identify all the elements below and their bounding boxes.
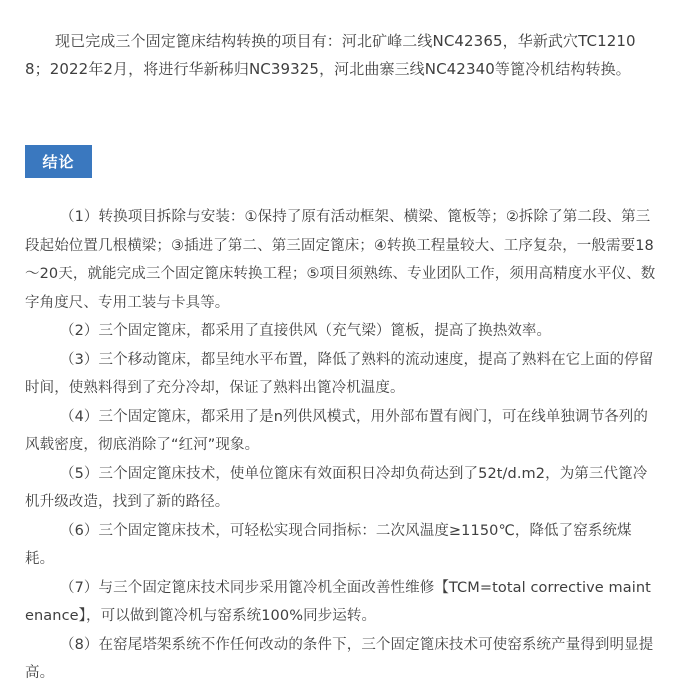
conclusion-item-5: （5）三个固定篦床技术，使单位篦床有效面积日冷却负荷达到了52t/d.m2，为第三代篦冷机升级改造，找到了新的路径。 [25,465,648,510]
conclusion-item-8: （8）在窑尾塔架系统不作任何改动的条件下，三个固定篦床技术可使窑系统产量得到明显提高。 [25,636,654,681]
conclusion-item-4: （4）三个固定篦床，都采用了是n列供风模式，用外部布置有阀门，可在线单独调节各列的风载密度，彻底消除了“红河”现象。 [25,408,649,453]
conclusion-item-2: （2）三个固定篦床，都采用了直接供风（充气梁）篦板，提高了换热效率。 [60,323,552,339]
conclusion-item-3: （3）三个移动篦床，都呈纯水平布置，降低了熟料的流动速度，提高了熟料在它上面的停留时间，使熟料得到了充分冷却，保证了熟料出篦冷机温度。 [25,351,654,396]
section-heading-box [25,145,92,178]
section-heading: 结论 [42,153,75,171]
conclusion-list [25,203,659,688]
intro-paragraph: 现已完成三个固定篦床结构转换的项目有：河北矿峰二线NC42365，华新武穴TC12108；2022年2月，将进行华新秭归NC39325，河北曲寨三线NC42340等篦冷机结构转换。 [25,32,636,78]
conclusion-item-1: （1）转换项目拆除与安装：①保持了原有活动框架、横梁、篦板等；②拆除了第二段、第三段起始位置几根横梁；③插进了第二、第三固定篦床；④转换工程量较大、工序复杂，一般需要18～20天，就能完成三个固定篦床转换工程；⑤项目须熟练、专业团队工作，须用高精度水平仪、数字角度尺、专用工装与卡具等。 [25,209,656,311]
conclusion-item-7: （7）与三个固定篦床技术同步采用篦冷机全面改善性维修【TCM=total corrective maintenance】，可以做到篦冷机与窑系统100%同步运转。 [25,579,651,624]
conclusion-item-6: （6）三个固定篦床技术，可轻松实现合同指标：二次风温度≥1150℃，降低了窑系统煤耗。 [25,522,632,567]
